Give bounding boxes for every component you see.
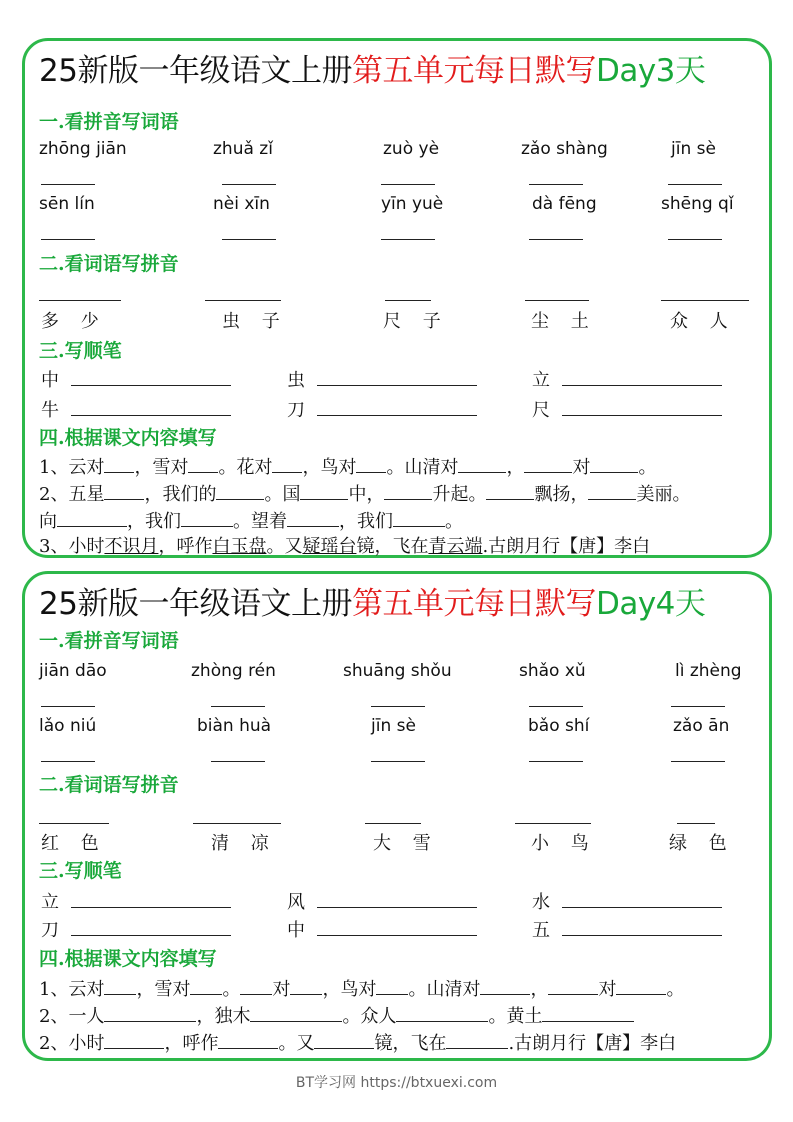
answer-blank[interactable] xyxy=(104,485,144,500)
answer-blank[interactable] xyxy=(314,1034,374,1049)
section-heading-words-to-pinyin: 二.看词语写拼音 xyxy=(39,774,179,796)
section-heading-stroke-order: 三.写顺笔 xyxy=(39,340,122,362)
title-unit: 第五单元每日默写 xyxy=(351,586,596,622)
fill-line-4: 3、小时不识月，呼作白玉盘。又疑瑶台镜，飞在青云端.古朗月行【唐】李白 xyxy=(39,536,651,557)
answer-blank[interactable] xyxy=(529,706,583,707)
answer-blank[interactable] xyxy=(104,980,136,995)
stroke-char: 刀 xyxy=(41,920,59,941)
section-heading-pinyin-to-words: 一.看拼音写词语 xyxy=(39,111,179,133)
answer-blank[interactable] xyxy=(188,458,218,473)
pinyin-item: sēn lín xyxy=(39,194,95,214)
pinyin-item: dà fēng xyxy=(532,194,597,214)
section-heading-fill-text: 四.根据课文内容填写 xyxy=(39,427,217,449)
section-heading-pinyin-to-words: 一.看拼音写词语 xyxy=(39,630,179,652)
answer-blank[interactable] xyxy=(71,385,231,386)
answer-blank[interactable] xyxy=(222,184,276,185)
answer-blank[interactable] xyxy=(529,761,583,762)
answer-blank[interactable] xyxy=(486,485,534,500)
stroke-char: 中 xyxy=(41,370,59,391)
answer-blank[interactable] xyxy=(41,761,95,762)
stroke-char: 中 xyxy=(287,920,305,941)
answer-blank[interactable] xyxy=(287,512,339,527)
footer-source: BT学习网 https://btxuexi.com xyxy=(295,1075,498,1091)
fill-line-1: 1、云对 ，雪对 。 对 ，鸟对 。山清对 ， 对 。 xyxy=(39,979,685,1000)
answer-blank[interactable] xyxy=(317,385,477,386)
answer-blank[interactable] xyxy=(671,706,725,707)
pinyin-item: jīn sè xyxy=(671,139,716,159)
answer-blank[interactable] xyxy=(525,300,589,301)
answer-blank[interactable] xyxy=(39,823,109,824)
answer-blank[interactable] xyxy=(216,485,264,500)
word-item: 小 鸟 xyxy=(531,833,597,854)
answer-blank[interactable] xyxy=(356,458,386,473)
answer-blank[interactable] xyxy=(104,458,134,473)
fill-line-3: 2、小时 ，呼作 。又 镜，飞在 .古朗月行【唐】李白 xyxy=(39,1033,677,1054)
answer-blank[interactable] xyxy=(671,761,725,762)
answer-blank[interactable] xyxy=(381,239,435,240)
answer-blank[interactable] xyxy=(524,458,572,473)
answer-blank[interactable] xyxy=(41,239,95,240)
stroke-char: 水 xyxy=(532,892,550,913)
word-item: 众 人 xyxy=(670,311,736,332)
answer-blank[interactable] xyxy=(317,415,477,416)
answer-blank[interactable] xyxy=(668,239,722,240)
pinyin-item: zǎo shàng xyxy=(521,139,608,159)
answer-blank[interactable] xyxy=(458,458,506,473)
fill-line-2: 2、五星 ，我们的 。国 中， 升起。 飘扬， 美丽。 xyxy=(39,484,691,505)
card-title xyxy=(39,45,705,90)
answer-blank[interactable] xyxy=(385,300,431,301)
answer-blank[interactable] xyxy=(250,1007,342,1022)
pinyin-item: bǎo shí xyxy=(528,716,590,736)
pinyin-item: biàn huà xyxy=(197,716,272,736)
title-day: Day4天 xyxy=(595,586,706,622)
answer-blank[interactable] xyxy=(240,980,272,995)
word-item: 红 色 xyxy=(41,833,107,854)
answer-blank[interactable] xyxy=(590,458,638,473)
stroke-char: 刀 xyxy=(287,400,305,421)
answer-blank[interactable] xyxy=(222,239,276,240)
answer-blank[interactable] xyxy=(218,1034,278,1049)
pinyin-item: zuò yè xyxy=(383,139,440,159)
title-day: Day3天 xyxy=(595,53,706,89)
word-item: 大 雪 xyxy=(373,833,439,854)
answer-blank[interactable] xyxy=(39,300,121,301)
worksheet-card-day3 xyxy=(22,38,772,558)
pinyin-item: jīn sè xyxy=(371,716,416,736)
stroke-char: 立 xyxy=(532,370,550,391)
answer-blank[interactable] xyxy=(480,980,530,995)
answer-blank[interactable] xyxy=(515,823,591,824)
stroke-char: 风 xyxy=(287,892,305,913)
section-heading-fill-text: 四.根据课文内容填写 xyxy=(39,948,217,970)
answer-blank[interactable] xyxy=(104,1007,196,1022)
section-heading-words-to-pinyin: 二.看词语写拼音 xyxy=(39,253,179,275)
answer-blank[interactable] xyxy=(41,184,95,185)
pinyin-item: zhòng rén xyxy=(191,661,276,681)
pinyin-item: zǎo ān xyxy=(673,716,730,736)
answer-blank[interactable] xyxy=(562,385,722,386)
word-item: 尺 子 xyxy=(383,311,449,332)
word-item: 虫 子 xyxy=(222,311,288,332)
pinyin-item: shēng qǐ xyxy=(661,194,734,214)
answer-blank[interactable] xyxy=(562,415,722,416)
answer-blank[interactable] xyxy=(529,239,583,240)
answer-blank[interactable] xyxy=(616,980,666,995)
answer-blank[interactable] xyxy=(588,485,636,500)
pinyin-item: jiān dāo xyxy=(39,661,107,681)
answer-blank[interactable] xyxy=(529,184,583,185)
pinyin-item: zhōng jiān xyxy=(39,139,127,159)
answer-blank[interactable] xyxy=(71,935,231,936)
title-unit: 第五单元每日默写 xyxy=(351,53,596,89)
pinyin-item: lì zhèng xyxy=(675,661,742,681)
answer-blank[interactable] xyxy=(272,458,302,473)
answer-blank[interactable] xyxy=(668,184,722,185)
answer-blank[interactable] xyxy=(376,980,408,995)
answer-blank[interactable] xyxy=(562,907,722,908)
answer-blank[interactable] xyxy=(190,980,222,995)
pinyin-item: zhuǎ zǐ xyxy=(213,139,273,159)
fill-line-3: 向 ，我们 。望着 ，我们 。 xyxy=(39,511,463,532)
answer-blank[interactable] xyxy=(211,706,265,707)
section-heading-stroke-order: 三.写顺笔 xyxy=(39,860,122,882)
answer-blank[interactable] xyxy=(381,184,435,185)
stroke-char: 虫 xyxy=(287,370,305,391)
answer-blank[interactable] xyxy=(677,823,715,824)
answer-blank[interactable] xyxy=(562,935,722,936)
stroke-char: 牛 xyxy=(41,400,59,421)
answer-blank[interactable] xyxy=(290,980,322,995)
answer-blank[interactable] xyxy=(661,300,749,301)
word-item: 多 少 xyxy=(41,311,107,332)
stroke-char: 尺 xyxy=(532,400,550,421)
answer-blank[interactable] xyxy=(317,935,477,936)
answer-blank[interactable] xyxy=(548,980,598,995)
worksheet-card-day4 xyxy=(22,571,772,1061)
word-item: 绿 色 xyxy=(669,833,735,854)
title-main: 25新版一年级语文上册 xyxy=(39,586,352,622)
word-item: 清 凉 xyxy=(211,833,277,854)
pinyin-item: nèi xīn xyxy=(213,194,270,214)
answer-blank[interactable] xyxy=(181,512,233,527)
stroke-char: 立 xyxy=(41,892,59,913)
pinyin-item: lǎo niú xyxy=(39,716,97,736)
answer-blank[interactable] xyxy=(300,485,348,500)
title-main: 25新版一年级语文上册 xyxy=(39,53,352,89)
answer-blank[interactable] xyxy=(71,907,231,908)
answer-blank[interactable] xyxy=(104,1034,164,1049)
answer-blank[interactable] xyxy=(41,706,95,707)
answer-blank[interactable] xyxy=(542,1007,634,1022)
pinyin-item: shuāng shǒu xyxy=(343,661,452,681)
answer-blank[interactable] xyxy=(193,823,281,824)
answer-blank[interactable] xyxy=(317,907,477,908)
answer-blank[interactable] xyxy=(446,1034,508,1049)
answer-blank[interactable] xyxy=(396,1007,488,1022)
answer-blank[interactable] xyxy=(205,300,281,301)
answer-blank[interactable] xyxy=(371,761,425,762)
fill-line-2: 2、一人 ，独木 。众人 。黄土 xyxy=(39,1002,634,1028)
card-title xyxy=(39,578,705,623)
answer-blank[interactable] xyxy=(365,823,421,824)
word-item: 尘 土 xyxy=(531,311,597,332)
answer-blank[interactable] xyxy=(371,706,425,707)
pinyin-item: yīn yuè xyxy=(381,194,444,214)
pinyin-item: shǎo xǔ xyxy=(519,661,586,681)
stroke-char: 五 xyxy=(532,920,550,941)
answer-blank[interactable] xyxy=(384,485,432,500)
answer-blank[interactable] xyxy=(71,415,231,416)
answer-blank[interactable] xyxy=(57,512,127,527)
answer-blank[interactable] xyxy=(211,761,265,762)
fill-line-1: 1、云对 ，雪对 。花对 ，鸟对 。山清对 ， 对 。 xyxy=(39,457,657,478)
answer-blank[interactable] xyxy=(393,512,445,527)
